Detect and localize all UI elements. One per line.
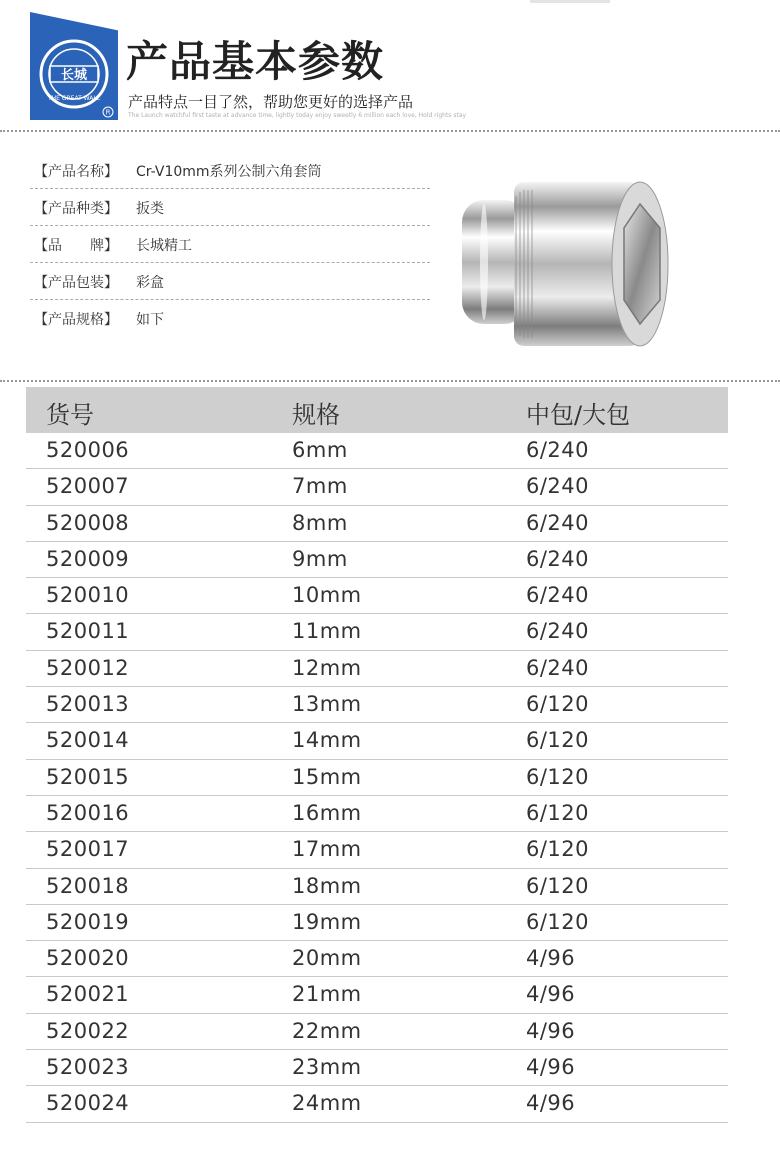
cell-spec: 9mm <box>292 546 348 571</box>
info-row-type <box>30 189 430 226</box>
cell-spec: 10mm <box>292 583 362 608</box>
info-label: 【产品规格】 <box>34 312 118 328</box>
page-subtitle: 产品特点一目了然，帮助您更好的选择产品 <box>128 93 414 111</box>
cell-spec: 15mm <box>292 764 362 789</box>
hex-socket-image <box>452 176 674 352</box>
cell-spec: 19mm <box>292 909 362 934</box>
table-row <box>26 506 728 542</box>
table-row <box>26 651 728 687</box>
cell-item-no: 520015 <box>46 764 130 789</box>
spec-table <box>26 387 728 1123</box>
cell-package: 6/120 <box>526 909 590 934</box>
cell-spec: 24mm <box>292 1091 362 1116</box>
product-info <box>0 152 420 336</box>
cell-spec: 21mm <box>292 982 362 1007</box>
info-value: 长城精工 <box>136 238 192 254</box>
cell-item-no: 520013 <box>46 692 130 717</box>
cell-item-no: 520020 <box>46 946 130 971</box>
cell-item-no: 520014 <box>46 728 130 753</box>
cell-item-no: 520023 <box>46 1055 130 1080</box>
table-row <box>26 687 728 723</box>
table-row <box>26 1086 728 1122</box>
cell-spec: 7mm <box>292 474 348 499</box>
table-body <box>26 433 728 1123</box>
table-row <box>26 1014 728 1050</box>
divider <box>0 130 780 132</box>
table-row <box>26 905 728 941</box>
logo-subtext: THE GREAT WALL <box>47 95 101 102</box>
table-row <box>26 433 728 469</box>
table-header <box>26 387 728 433</box>
info-label: 【产品名称】 <box>34 164 118 180</box>
cell-item-no: 520017 <box>46 837 130 862</box>
cell-spec: 11mm <box>292 619 362 644</box>
cell-spec: 6mm <box>292 438 348 462</box>
info-label: 【产品包装】 <box>34 275 118 291</box>
cell-item-no: 520012 <box>46 655 130 680</box>
table-row <box>26 760 728 796</box>
cell-item-no: 520024 <box>46 1091 130 1116</box>
cell-package: 4/96 <box>526 1091 576 1116</box>
cell-item-no: 520019 <box>46 909 130 934</box>
table-row <box>26 469 728 505</box>
info-row-package <box>30 263 430 300</box>
info-value: 扳类 <box>136 201 164 217</box>
cell-package: 6/240 <box>526 438 590 462</box>
cell-item-no: 520007 <box>46 474 130 499</box>
cell-package: 6/240 <box>526 510 590 535</box>
divider <box>0 380 780 382</box>
cell-spec: 20mm <box>292 946 362 971</box>
cell-package: 6/240 <box>526 474 590 499</box>
cell-package: 6/240 <box>526 655 590 680</box>
cell-item-no: 520021 <box>46 982 130 1007</box>
info-value: Cr-V10mm系列公制六角套筒 <box>136 164 322 180</box>
cell-package: 4/96 <box>526 1018 576 1043</box>
cell-spec: 14mm <box>292 728 362 753</box>
cell-spec: 17mm <box>292 837 362 862</box>
cell-item-no: 520010 <box>46 583 130 608</box>
cell-spec: 16mm <box>292 800 362 825</box>
cell-package: 4/96 <box>526 946 576 971</box>
table-row <box>26 542 728 578</box>
cell-package: 6/120 <box>526 800 590 825</box>
table-row <box>26 869 728 905</box>
cell-item-no: 520018 <box>46 873 130 898</box>
cell-package: 6/240 <box>526 546 590 571</box>
info-value: 彩盒 <box>136 275 164 291</box>
table-row <box>26 977 728 1013</box>
cell-package: 4/96 <box>526 1055 576 1080</box>
cell-package: 6/120 <box>526 728 590 753</box>
cell-item-no: 520022 <box>46 1018 130 1043</box>
header-spec: 规格 <box>292 401 340 429</box>
svg-text:R: R <box>105 108 111 117</box>
table-row <box>26 578 728 614</box>
cell-package: 4/96 <box>526 982 576 1007</box>
header-package: 中包/大包 <box>526 401 631 429</box>
info-label: 【产品种类】 <box>34 201 118 217</box>
info-row-spec <box>30 300 430 336</box>
table-row <box>26 1050 728 1086</box>
page-title: 产品基本参数 <box>126 37 385 86</box>
cell-package: 6/240 <box>526 619 590 644</box>
header <box>0 0 780 132</box>
cell-spec: 22mm <box>292 1018 362 1043</box>
cell-package: 6/120 <box>526 692 590 717</box>
cell-spec: 8mm <box>292 510 348 535</box>
table-row <box>26 614 728 650</box>
table-row <box>26 796 728 832</box>
cell-package: 6/120 <box>526 837 590 862</box>
info-row-brand <box>30 226 430 263</box>
cell-item-no: 520009 <box>46 546 130 571</box>
cell-item-no: 520016 <box>46 800 130 825</box>
great-wall-logo-icon <box>30 12 118 120</box>
cell-item-no: 520008 <box>46 510 130 535</box>
header-item-no: 货号 <box>46 401 94 429</box>
cell-item-no: 520011 <box>46 619 130 644</box>
table-row <box>26 941 728 977</box>
cell-package: 6/120 <box>526 764 590 789</box>
cell-package: 6/120 <box>526 873 590 898</box>
table-row <box>26 723 728 759</box>
cell-spec: 23mm <box>292 1055 362 1080</box>
info-row-name <box>30 152 430 189</box>
logo-text: 长城 <box>60 68 88 83</box>
tagline: The Launch watchful first taste at advance time, lightly today enjoy sweetly 6 million each love, Hold rights stay <box>128 112 467 119</box>
cell-package: 6/240 <box>526 583 590 608</box>
cell-spec: 18mm <box>292 873 362 898</box>
cell-item-no: 520006 <box>46 438 130 462</box>
info-label: 【品 牌】 <box>34 238 118 254</box>
cell-spec: 12mm <box>292 655 362 680</box>
cell-spec: 13mm <box>292 692 362 717</box>
info-value: 如下 <box>136 312 164 328</box>
table-row <box>26 832 728 868</box>
